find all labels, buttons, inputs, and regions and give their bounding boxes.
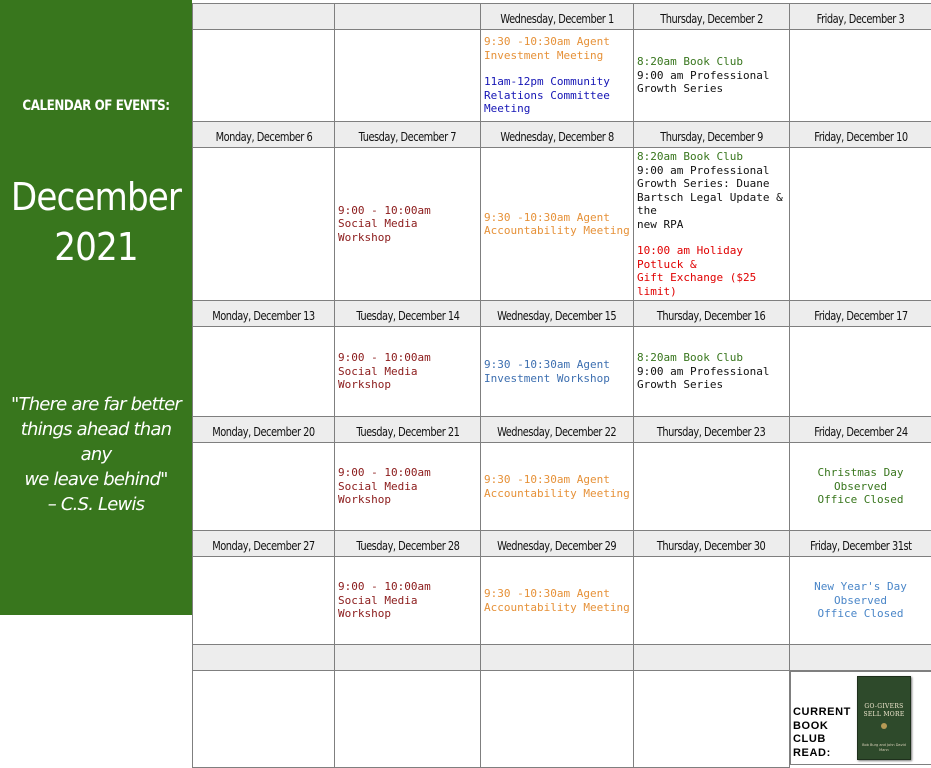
- day-cell: [634, 671, 790, 768]
- day-cell: [193, 557, 335, 645]
- day-header: [790, 531, 931, 557]
- event-text-line: Investment Meeting: [484, 49, 630, 63]
- day-label: Tuesday, December 7: [359, 125, 456, 145]
- event-text-line: 10:00 am Holiday Potluck &: [637, 244, 786, 271]
- calendar-event[interactable]: [637, 69, 786, 96]
- book-cover-authors: Bob Burg and John David Mann: [858, 743, 910, 753]
- week-events-row: [193, 30, 931, 122]
- day-header: [481, 122, 634, 148]
- day-label: Thursday, December 23: [657, 420, 765, 440]
- event-text-line: New Year's Day Observed: [793, 580, 928, 607]
- day-cell: [193, 148, 335, 301]
- event-text-line: Social Media Workshop: [338, 480, 477, 507]
- calendar-event[interactable]: [484, 211, 630, 238]
- day-header: [481, 417, 634, 443]
- event-text-line: Growth Series: [637, 82, 786, 96]
- event-text-line: 9:00 - 10:00am: [338, 580, 477, 594]
- calendar-grid: [192, 3, 931, 768]
- day-label: Wednesday, December 1: [500, 7, 613, 27]
- day-label: Tuesday, December 14: [356, 304, 459, 324]
- event-text-line: 9:00 - 10:00am: [338, 351, 477, 365]
- sidebar-heading: CALENDAR OF EVENTS:: [14, 98, 177, 114]
- day-header: [634, 301, 790, 327]
- day-label: Thursday, December 9: [660, 125, 763, 145]
- day-header: [335, 4, 481, 30]
- book-club-label-line: CLUB: [793, 733, 851, 747]
- day-header: [481, 531, 634, 557]
- calendar-title: [10, 172, 183, 272]
- week-header-row: [193, 122, 931, 148]
- day-header: [634, 4, 790, 30]
- day-label: Thursday, December 2: [660, 7, 763, 27]
- day-header: [335, 122, 481, 148]
- day-cell: [481, 327, 634, 417]
- quote-attribution: – C.S. Lewis: [6, 492, 186, 517]
- day-cell: [481, 30, 634, 122]
- day-header: [193, 4, 335, 30]
- book-club-label-line: CURRENT: [793, 706, 851, 720]
- calendar-event[interactable]: [338, 466, 477, 507]
- calendar-event[interactable]: [484, 358, 630, 385]
- calendar-event[interactable]: [484, 35, 630, 62]
- day-cell: [335, 557, 481, 645]
- calendar-event[interactable]: [484, 75, 630, 116]
- day-cell: [481, 671, 634, 768]
- event-text-line: Growth Series: [637, 378, 786, 392]
- day-cell: [193, 327, 335, 417]
- event-text-line: Growth Series: Duane: [637, 177, 786, 191]
- calendar-event[interactable]: [793, 466, 928, 507]
- quote-line: things ahead than any: [6, 417, 186, 467]
- day-label: Monday, December 13: [212, 304, 314, 324]
- week-header-row: [193, 417, 931, 443]
- event-text-line: new RPA: [637, 218, 786, 232]
- event-text-line: Accountability Meeting: [484, 487, 630, 501]
- calendar-event[interactable]: [484, 587, 630, 614]
- event-text-line: Christmas Day Observed: [793, 466, 928, 493]
- event-text-line: 8:20am Book Club: [637, 55, 786, 69]
- week-events-row: [193, 327, 931, 417]
- day-label: Friday, December 3: [817, 7, 905, 27]
- day-header: [193, 531, 335, 557]
- day-header: [481, 301, 634, 327]
- day-label: Wednesday, December 22: [497, 420, 616, 440]
- day-header: [335, 301, 481, 327]
- book-club-label: [793, 706, 851, 760]
- week-header-row: [193, 531, 931, 557]
- event-text-line: Social Media Workshop: [338, 365, 477, 392]
- calendar-event[interactable]: [338, 351, 477, 392]
- quote-line: we leave behind": [6, 467, 186, 492]
- book-club-row: [193, 671, 931, 768]
- day-cell: [634, 30, 790, 122]
- event-text-line: 9:30 -10:30am Agent: [484, 211, 630, 225]
- calendar-month: December: [10, 172, 183, 222]
- event-text-line: 9:00 am Professional: [637, 69, 786, 83]
- event-text-line: Social Media Workshop: [338, 217, 477, 244]
- day-cell: [634, 557, 790, 645]
- book-club-label-line: READ:: [793, 747, 851, 761]
- day-label: Thursday, December 30: [657, 534, 765, 554]
- event-text-line: 8:20am Book Club: [637, 150, 786, 164]
- event-text-line: 9:00 - 10:00am: [338, 204, 477, 218]
- week-events-row: [193, 443, 931, 531]
- day-header: [481, 4, 634, 30]
- day-label: Friday, December 17: [814, 304, 907, 324]
- day-header: [481, 645, 634, 671]
- book-cover-emblem: [881, 723, 887, 729]
- day-cell: [193, 30, 335, 122]
- event-text-line: Bartsch Legal Update & the: [637, 191, 786, 218]
- day-header: [193, 417, 335, 443]
- day-cell: [790, 148, 931, 301]
- day-cell: [481, 443, 634, 531]
- calendar-event[interactable]: [793, 580, 928, 621]
- day-cell: [790, 443, 931, 531]
- day-label: Monday, December 20: [212, 420, 314, 440]
- book-club-cell: [790, 671, 931, 765]
- day-header: [193, 301, 335, 327]
- calendar-event[interactable]: [637, 164, 786, 232]
- day-header: [790, 4, 931, 30]
- week-events-row: [193, 557, 931, 645]
- calendar-event[interactable]: [637, 55, 786, 69]
- day-cell: [193, 443, 335, 531]
- event-text-line: Accountability Meeting: [484, 224, 630, 238]
- day-header: [335, 645, 481, 671]
- event-text-line: 9:30 -10:30am Agent: [484, 35, 630, 49]
- day-header: [193, 122, 335, 148]
- event-text-line: 11am-12pm Community: [484, 75, 630, 89]
- day-header: [634, 122, 790, 148]
- day-cell: [790, 30, 931, 122]
- book-cover-title-line: GO-GIVERS: [858, 703, 910, 711]
- week-header-row: [193, 4, 931, 30]
- event-text-line: Meeting: [484, 102, 630, 116]
- book-cover-title-line: SELL MORE: [858, 711, 910, 719]
- calendar-event[interactable]: [637, 351, 786, 365]
- event-text-line: Investment Workshop: [484, 372, 630, 386]
- calendar-year: 2021: [10, 222, 183, 272]
- day-label: Friday, December 10: [814, 125, 907, 145]
- book-club-label-line: BOOK: [793, 720, 851, 734]
- day-cell: [335, 148, 481, 301]
- day-header: [634, 417, 790, 443]
- day-label: Tuesday, December 21: [356, 420, 459, 440]
- day-header: [634, 531, 790, 557]
- day-label: Wednesday, December 8: [500, 125, 613, 145]
- event-text-line: Relations Committee: [484, 89, 630, 103]
- calendar-event[interactable]: [637, 244, 786, 298]
- calendar-event[interactable]: [637, 150, 786, 164]
- blank-header-row: [193, 645, 931, 671]
- day-label: Tuesday, December 28: [356, 534, 459, 554]
- event-text-line: Office Closed: [793, 493, 928, 507]
- event-text-line: Office Closed: [793, 607, 928, 621]
- day-header: [790, 122, 931, 148]
- day-cell: [634, 327, 790, 417]
- event-text-line: Gift Exchange ($25 limit): [637, 271, 786, 298]
- day-cell: [790, 557, 931, 645]
- calendar-event[interactable]: [484, 473, 630, 500]
- event-text-line: 9:00 am Professional: [637, 164, 786, 178]
- event-text-line: Accountability Meeting: [484, 601, 630, 615]
- week-header-row: [193, 301, 931, 327]
- day-header: [790, 301, 931, 327]
- event-text-line: 9:00 - 10:00am: [338, 466, 477, 480]
- event-text-line: 9:30 -10:30am Agent: [484, 473, 630, 487]
- day-cell: [335, 443, 481, 531]
- day-label: Monday, December 27: [212, 534, 314, 554]
- day-cell: [634, 443, 790, 531]
- week-events-row: [193, 148, 931, 301]
- quote-line: "There are far better: [6, 392, 186, 417]
- day-cell: [193, 671, 335, 768]
- day-cell: [335, 327, 481, 417]
- day-cell: [335, 30, 481, 122]
- day-label: Friday, December 31st: [810, 534, 911, 554]
- day-header: [634, 645, 790, 671]
- day-cell: [335, 671, 481, 768]
- day-header: [335, 531, 481, 557]
- sidebar-quote: [6, 392, 186, 517]
- day-cell: [790, 327, 931, 417]
- day-label: Wednesday, December 15: [497, 304, 616, 324]
- day-header: [193, 645, 335, 671]
- day-label: Monday, December 6: [215, 125, 312, 145]
- sidebar-panel-lower: [0, 525, 192, 615]
- book-cover-image: [857, 676, 911, 760]
- event-text-line: 9:30 -10:30am Agent: [484, 358, 630, 372]
- day-header: [335, 417, 481, 443]
- calendar-event[interactable]: [637, 365, 786, 392]
- event-text-line: 8:20am Book Club: [637, 351, 786, 365]
- day-label: Friday, December 24: [814, 420, 907, 440]
- day-label: Wednesday, December 29: [497, 534, 616, 554]
- event-text-line: 9:30 -10:30am Agent: [484, 587, 630, 601]
- day-cell: [481, 557, 634, 645]
- day-cell: [634, 148, 790, 301]
- day-label: Thursday, December 16: [657, 304, 765, 324]
- book-cover-title: [858, 703, 910, 719]
- calendar-event[interactable]: [338, 580, 477, 621]
- event-text-line: 9:00 am Professional: [637, 365, 786, 379]
- day-header: [790, 417, 931, 443]
- day-header: [790, 645, 931, 671]
- sidebar: [0, 0, 192, 742]
- event-text-line: Social Media Workshop: [338, 594, 477, 621]
- day-cell: [481, 148, 634, 301]
- calendar-event[interactable]: [338, 204, 477, 245]
